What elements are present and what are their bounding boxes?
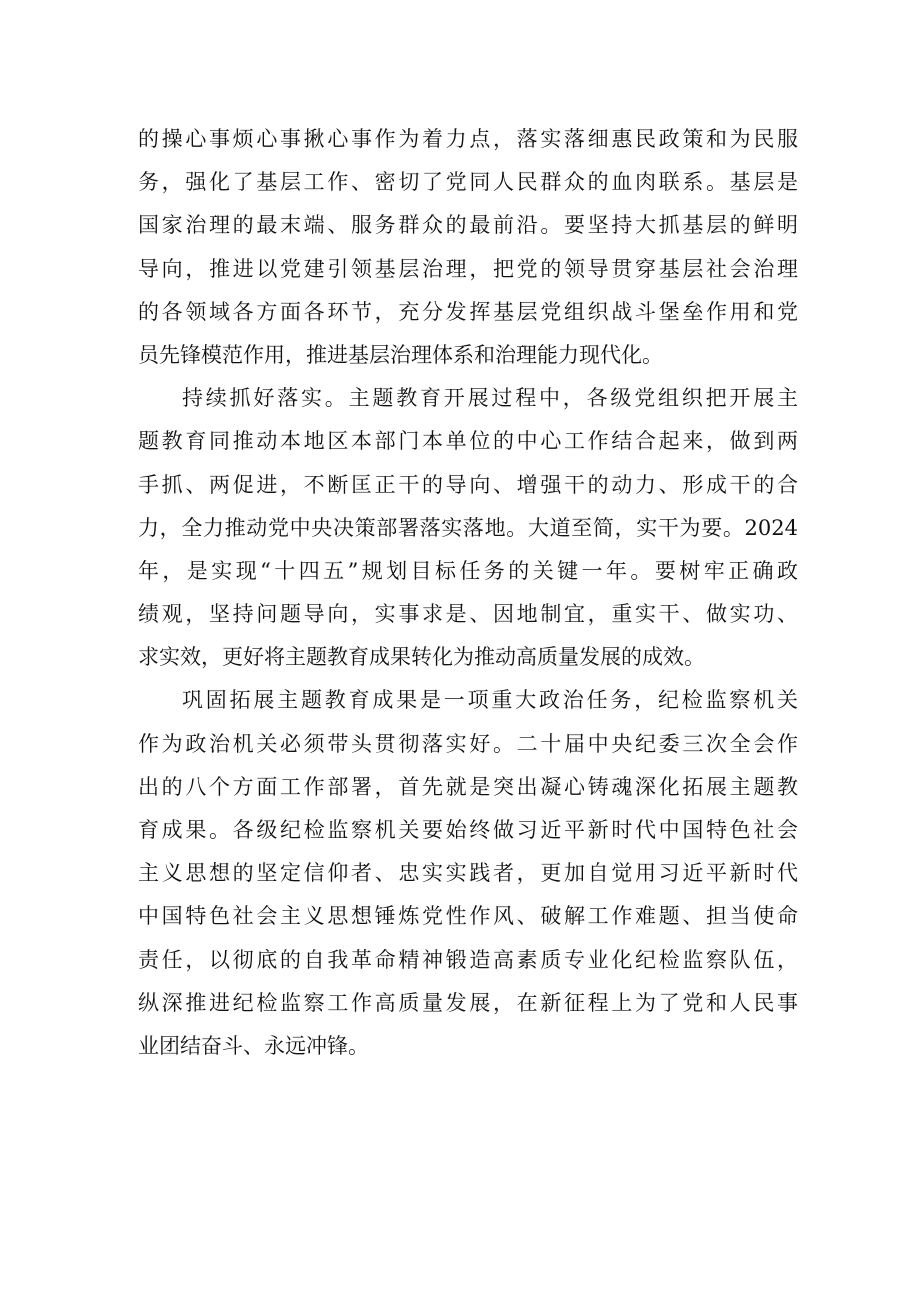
paragraph-2-line-5: 年，是实现“十四五”规划目标任务的关键一年。要树牢正确政 <box>138 558 798 583</box>
paragraph-1-line-4: 导向，推进以党建引领基层治理，把党的领导贯穿基层社会治理 <box>138 256 798 281</box>
paragraph-3-line-1: 巩固拓展主题教育成果是一项重大政治任务，纪检监察机关 <box>182 688 798 713</box>
paragraph-2-line-6: 绩观，坚持问题导向，实事求是、因地制宜，重实干、做实功、 <box>138 602 798 627</box>
paragraph-1-line-5: 的各领域各方面各环节，充分发挥基层党组织战斗堡垒作用和党 <box>138 299 798 324</box>
paragraph-2-line-2: 题教育同推动本地区本部门本单位的中心工作结合起来，做到两 <box>138 429 798 454</box>
paragraph-1-line-6: 员先锋模范作用，推进基层治理体系和治理能力现代化。 <box>138 342 663 367</box>
document-body <box>138 118 798 1068</box>
paragraph-3-line-2: 作为政治机关必须带头贯彻落实好。二十届中央纪委三次全会作 <box>138 731 798 756</box>
paragraph-3-line-5: 主义思想的坚定信仰者、忠实实践者，更加自觉用习近平新时代 <box>138 861 798 886</box>
paragraph-2-line-3: 手抓、两促进，不断匡正干的导向、增强干的动力、形成干的合 <box>138 472 798 497</box>
paragraph-2-line-4: 力，全力推动党中央决策部署落实落地。大道至简，实干为要。2024 <box>138 515 798 540</box>
paragraph-3-line-6: 中国特色社会主义思想锤炼党性作风、破解工作难题、担当使命 <box>138 904 798 929</box>
paragraph-2-line-7: 求实效，更好将主题教育成果转化为推动高质量发展的成效。 <box>138 645 705 670</box>
paragraph-3-line-4: 育成果。各级纪检监察机关要始终做习近平新时代中国特色社会 <box>138 818 798 842</box>
paragraph-1-line-2: 务，强化了基层工作、密切了党同人民群众的血肉联系。基层是 <box>138 170 798 195</box>
paragraph-1-line-3: 国家治理的最末端、服务群众的最前沿。要坚持大抓基层的鲜明 <box>138 213 798 238</box>
paragraph-3-line-3: 出的八个方面工作部署，首先就是突出凝心铸魂深化拓展主题教 <box>138 774 798 799</box>
paragraph-3-line-9: 业团结奋斗、永远冲锋。 <box>138 1033 369 1058</box>
paragraph-1-line-1: 的操心事烦心事揪心事作为着力点，落实落细惠民政策和为民服 <box>138 127 798 151</box>
paragraph-2-line-1: 持续抓好落实。主题教育开展过程中，各级党组织把开展主 <box>182 386 798 411</box>
paragraph-3-line-7: 责任，以彻底的自我革命精神锻造高素质专业化纪检监察队伍， <box>138 947 798 972</box>
paragraph-3-line-8: 纵深推进纪检监察工作高质量发展，在新征程上为了党和人民事 <box>138 990 798 1015</box>
